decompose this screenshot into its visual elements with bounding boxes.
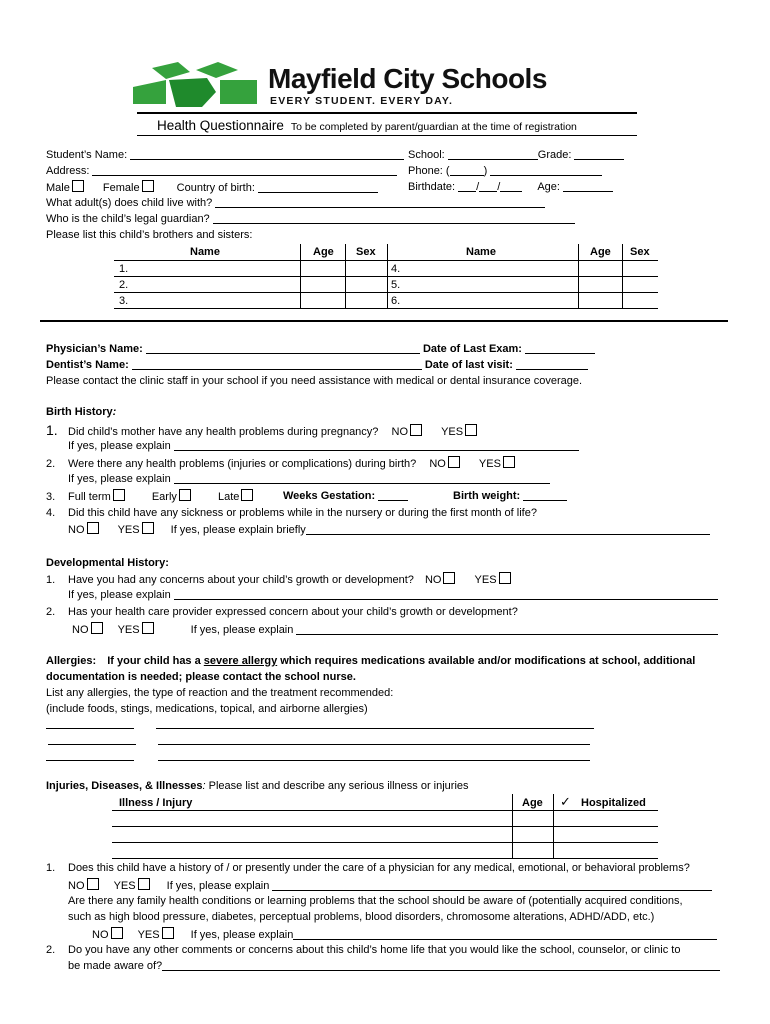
- allergy-line[interactable]: [46, 750, 134, 761]
- physician-row: [46, 342, 595, 356]
- dev-q2: 2. Has your health care provider expressed concern about your child’s growth or development?: [46, 606, 518, 618]
- birth-q2-explain-field[interactable]: [174, 473, 550, 484]
- guardian-field[interactable]: [213, 213, 575, 224]
- col-age: Age: [522, 797, 543, 809]
- phone-row: [408, 164, 602, 178]
- family-explain-field[interactable]: [293, 929, 717, 940]
- birth-q1-explain: If yes, please explain: [68, 439, 579, 453]
- last-exam-field[interactable]: [525, 343, 595, 354]
- allergy-line[interactable]: [46, 718, 134, 729]
- birth-year-field[interactable]: [500, 181, 522, 192]
- logo-mark: [130, 62, 265, 110]
- sib-row-1[interactable]: 1.: [119, 263, 129, 275]
- form-title-line: [157, 119, 577, 134]
- allergies-label: Allergies:: [46, 655, 97, 667]
- phone-close: ): [483, 165, 488, 177]
- school-field[interactable]: [448, 149, 538, 160]
- late-checkbox[interactable]: [241, 489, 253, 501]
- last-visit-field[interactable]: [516, 359, 588, 370]
- dev-q1: 1. Have you had any concerns about your child’s growth or development? NO YES: [46, 572, 517, 587]
- phone-area-field[interactable]: [450, 165, 484, 176]
- age-field[interactable]: [563, 181, 613, 192]
- gender-row: [46, 180, 378, 195]
- birth-q4-no-checkbox[interactable]: [87, 522, 99, 534]
- birthdate-label: Birthdate:: [408, 181, 456, 193]
- dev-q1-yes-checkbox[interactable]: [499, 572, 511, 584]
- section-divider: [40, 320, 728, 322]
- dev-q2-explain-field[interactable]: [296, 624, 718, 635]
- sib-col-name-right: Name: [466, 246, 496, 258]
- birth-q4-answer: NO YES If yes, please explain briefly: [68, 522, 710, 537]
- birth-q2-yes-checkbox[interactable]: [503, 456, 515, 468]
- allergies-include-text: (include foods, stings, medications, topical, and airborne allergies): [46, 703, 368, 715]
- sib-row-6[interactable]: 6.: [391, 295, 401, 307]
- final-q1-answer: NO YES If yes, please explain: [68, 878, 712, 893]
- sib-col-age-right: Age: [590, 246, 611, 258]
- birthdate-row: Birthdate: / / Age:: [408, 180, 613, 194]
- phone-label: Phone: (: [408, 165, 450, 177]
- last-exam-label: Date of Last Exam:: [422, 343, 522, 355]
- birth-q2-explain: If yes, please explain: [68, 472, 550, 486]
- weeks-gestation: Weeks Gestation:: [283, 489, 408, 503]
- last-visit-label: Date of last visit:: [424, 359, 513, 371]
- form-title: Health Questionnaire: [157, 118, 284, 133]
- sib-row-2[interactable]: 2.: [119, 279, 129, 291]
- col-illness: Illness / Injury: [119, 797, 193, 809]
- developmental-heading: Developmental History:: [46, 557, 169, 569]
- physician-label: Physician’s Name:: [46, 343, 143, 355]
- school-label: School:: [408, 149, 445, 161]
- address-field[interactable]: [92, 165, 397, 176]
- male-checkbox[interactable]: [72, 180, 84, 192]
- grade-label: Grade:: [537, 149, 572, 161]
- birth-q1: 1. Did child’s mother have any health problems during pregnancy? NO YES: [46, 423, 483, 439]
- male-label: Male: [46, 182, 70, 194]
- sib-col-sex-left: Sex: [356, 246, 376, 258]
- birth-day-field[interactable]: [479, 181, 497, 192]
- family-text-1: Are there any family health conditions or learning problems that the school should be aware of (potentially acquired conditions,: [68, 895, 683, 907]
- dev-q1-explain: If yes, please explain: [68, 588, 718, 602]
- physician-field[interactable]: [146, 343, 420, 354]
- sib-row-3[interactable]: 3.: [119, 295, 129, 307]
- birth-q1-explain-field[interactable]: [174, 440, 579, 451]
- sib-row-5[interactable]: 5.: [391, 279, 401, 291]
- phone-field[interactable]: [490, 165, 602, 176]
- birth-q4-explain-field[interactable]: [306, 524, 710, 535]
- dev-q2-answer: NO YES If yes, please explain: [72, 622, 718, 637]
- grade-field[interactable]: [574, 149, 624, 160]
- final-q1-explain-field[interactable]: [272, 880, 712, 891]
- title-rule: [137, 135, 637, 136]
- student-name-label: Student’s Name:: [46, 149, 128, 161]
- birth-q1-no-checkbox[interactable]: [410, 424, 422, 436]
- dentist-label: Dentist’s Name:: [46, 359, 129, 371]
- weeks-gestation-field[interactable]: [378, 490, 408, 501]
- lives-with-field[interactable]: [215, 197, 545, 208]
- final-q1-no-checkbox[interactable]: [87, 878, 99, 890]
- severe-allergy-text: severe allergy: [203, 655, 278, 667]
- injuries-instruction: Please list and describe any serious illness or injuries: [208, 780, 469, 792]
- guardian-label: Who is the child’s legal guardian?: [46, 213, 210, 225]
- country-label: Country of birth:: [176, 182, 255, 194]
- check-icon: ✓: [560, 794, 571, 809]
- guardian-row: [46, 212, 575, 226]
- address-row: [46, 164, 397, 178]
- dev-q1-explain-field[interactable]: [174, 589, 718, 600]
- family-answer: NO YES If yes, please explain: [92, 927, 717, 942]
- family-yes-checkbox[interactable]: [162, 927, 174, 939]
- dev-q2-yes-checkbox[interactable]: [142, 622, 154, 634]
- birth-q2: 2. Were there any health problems (injuries or complications) during birth? NO YES: [46, 456, 521, 471]
- birth-q4-yes-checkbox[interactable]: [142, 522, 154, 534]
- school-row: [408, 148, 624, 162]
- siblings-label: Please list this child’s brothers and sisters:: [46, 229, 253, 241]
- logo-tagline: EVERY STUDENT. EVERY DAY.: [270, 95, 454, 107]
- student-name-field[interactable]: [130, 149, 404, 160]
- female-label: Female: [102, 182, 140, 194]
- sib-row-4[interactable]: 4.: [391, 263, 401, 275]
- allergy-line[interactable]: [156, 718, 594, 729]
- birth-weight: Birth weight:: [453, 489, 567, 503]
- female-checkbox[interactable]: [142, 180, 154, 192]
- final-q1-yes-checkbox[interactable]: [138, 878, 150, 890]
- final-q2-cont: be made aware of?: [68, 959, 720, 973]
- family-text-2: such as high blood pressure, diabetes, perceptual problems, blood disorders, chromosome alterations, ADHD/ADD, etc.): [68, 911, 655, 923]
- allergies-line2: documentation is needed; please contact the school nurse.: [46, 671, 356, 683]
- form-subtitle: To be completed by parent/guardian at the time of registration: [290, 121, 577, 133]
- family-no-checkbox[interactable]: [111, 927, 123, 939]
- birth-weight-field[interactable]: [523, 490, 567, 501]
- dev-q2-no-checkbox[interactable]: [91, 622, 103, 634]
- early-checkbox[interactable]: [179, 489, 191, 501]
- injuries-heading-row: Injuries, Diseases, & Illnesses: Please list and describe any serious illness or injuries: [46, 780, 469, 792]
- sib-col-name-left: Name: [190, 246, 220, 258]
- logo-title: Mayfield City Schools: [268, 63, 547, 94]
- student-name-row: [46, 148, 404, 162]
- header-rule: [137, 112, 637, 114]
- allergies-line1: Allergies: If your child has a severe allergy which requires medications available and/or modifications at school, additional: [46, 655, 696, 667]
- full-term-checkbox[interactable]: [113, 489, 125, 501]
- final-q1: 1. Does this child have a history of / or presently under the care of a physician for any medical, emotional, or behavioral problems?: [46, 862, 690, 874]
- country-field[interactable]: [258, 182, 378, 193]
- birth-q4: 4. Did this child have any sickness or problems while in the nursery or during the first month of life?: [46, 507, 537, 519]
- birth-q2-no-checkbox[interactable]: [448, 456, 460, 468]
- sib-col-age-left: Age: [313, 246, 334, 258]
- col-hospitalized: Hospitalized: [581, 797, 646, 809]
- lives-with-row: [46, 196, 545, 210]
- allergy-line[interactable]: [158, 750, 590, 761]
- lives-with-label: What adult(s) does child live with?: [46, 197, 213, 209]
- age-label: Age:: [537, 181, 560, 193]
- address-label: Address:: [46, 165, 90, 177]
- birth-history-heading: Birth History:: [46, 406, 117, 418]
- final-q2: 2. Do you have any other comments or concerns about this child’s home life that you would like the school, counselor, or clinic to: [46, 944, 681, 956]
- injuries-heading: Injuries, Diseases, & Illnesses: [46, 780, 203, 792]
- allergy-line[interactable]: [48, 734, 136, 745]
- birth-q3: 3. Full term Early Late: [46, 489, 259, 504]
- allergy-line[interactable]: [158, 734, 590, 745]
- allergies-list-text: List any allergies, the type of reaction and the treatment recommended:: [46, 687, 394, 699]
- birth-month-field[interactable]: [458, 181, 476, 192]
- sib-col-sex-right: Sex: [630, 246, 650, 258]
- dentist-field[interactable]: [132, 359, 422, 370]
- final-q2-field[interactable]: [162, 960, 720, 971]
- birth-q1-yes-checkbox[interactable]: [465, 424, 477, 436]
- insurance-note: Please contact the clinic staff in your school if you need assistance with medical or dental insurance coverage.: [46, 375, 583, 387]
- dev-q1-no-checkbox[interactable]: [443, 572, 455, 584]
- dentist-row: [46, 358, 588, 372]
